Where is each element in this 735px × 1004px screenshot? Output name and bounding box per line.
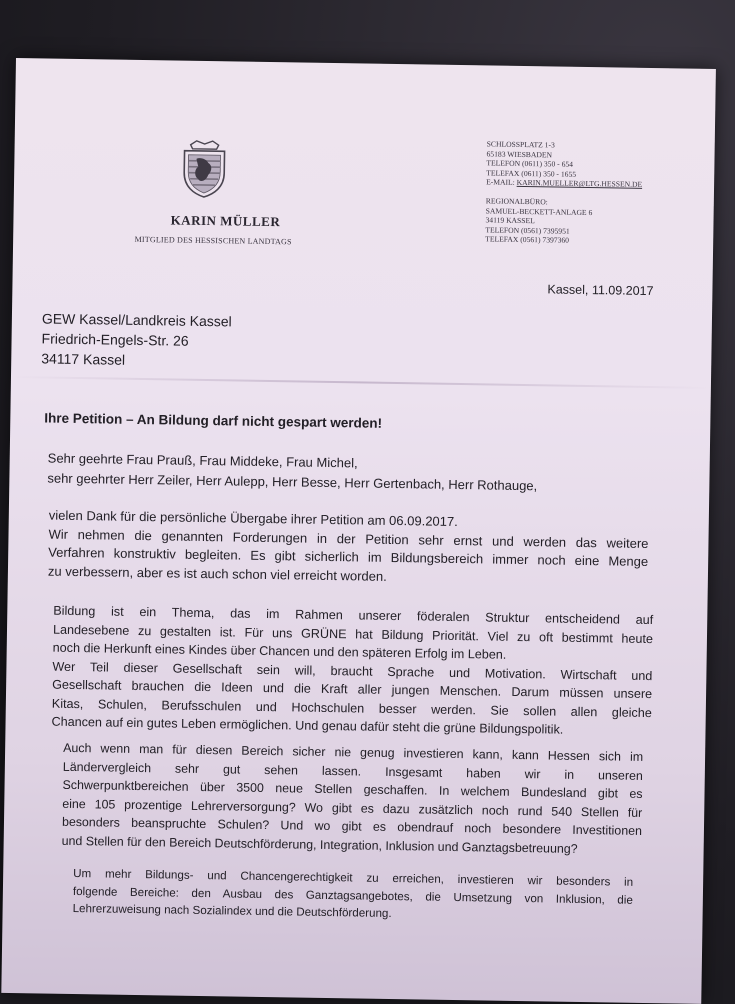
paragraph-line: Gesellschaft brauchen die Ideen und die Kraft aller jungen Menschen. Darum müssen unsere [52,677,653,702]
paragraph-education-topic [51,602,653,741]
paragraph-line: Verfahren konstruktiv begleiten. Es gibt sicherlich im Bildungsbereich immer noch eine Menge [48,544,649,569]
paragraph-thanks [48,507,649,590]
regional-phone: TELEFON (0561) 7395951 [485,225,570,236]
paragraph-line: Auch wenn man für diesen Bereich sicher nie genug investieren kann, kann Hessen sich im [63,740,644,764]
paragraph-line: noch die Herkunft eines Kindes über Chancen und den späteren Erfolg im Leben. [52,640,507,662]
paragraph-line: Bildung ist ein Thema, das im Rahmen unserer föderalen Struktur entscheidend auf [53,603,654,628]
paragraph-line: eine 105 prozentige Lehrerversorgung? Wo gibt es dazu zusätzlich noch rund 540 Stellen für [62,796,643,820]
contact-block [485,139,697,247]
paragraph-line: und Stellen für den Bereich Deutschförderung, Integration, Inklusion und Ganztagsbetreuung? [61,833,578,856]
paragraph-line: folgende Bereiche: den Ausbau des Ganztagsangebotes, die Umsetzung von Inklusion, die [72,884,633,907]
regional-city: 34119 KASSEL [485,215,535,226]
recipient-address [41,308,232,371]
salutation-line-1: Sehr geehrte Frau Prauß, Frau Middeke, Frau Michel, [47,450,358,471]
regional-office-label: REGIONALBÜRO: [485,196,548,207]
paragraph-line: Lehrerzuweisung nach Sozialindex und die Deutschförderung. [72,901,392,921]
contact-email-link[interactable]: KARIN.MUELLER@LTG.HESSEN.DE [516,178,643,190]
paragraph-line: Landesebene zu gestalten ist. Für uns GRÜNE hat Bildung Priorität. Viel zu oft bestimmt heute [52,622,654,646]
contact-fax: TELEFAX (0611) 350 - 1655 [486,168,577,179]
letter-subject: Ihre Petition – An Bildung darf nicht gespart werden! [44,410,383,431]
sender-subtitle: MITGLIED DES HESSISCHEN LANDTAGS [134,234,292,247]
salutation [47,449,537,497]
paragraph-line: Kitas, Schulen, Berufsschulen und Hochschulen besser werden. Sie sollen allen gleiche [51,696,652,720]
paragraph-line: Ländervergleich sehr gut sehen lassen. Insgesamt haben wir in unseren [62,759,643,783]
paragraph-investment [62,739,644,859]
recipient-line-1: GEW Kassel/Landkreis Kassel [41,310,232,330]
paper-fold-line [11,376,711,389]
paragraph-equity [73,865,634,926]
salutation-line-2: sehr geehrter Herr Zeiler, Herr Aulepp, Herr Besse, Herr Gertenbach, Herr Rothauge, [47,470,538,494]
contact-street: SCHLOSSPLATZ 1-3 [486,139,555,150]
letter-sheet [1,58,716,1004]
paragraph-line: Um mehr Bildungs- und Chancengerechtigkeit zu erreichen, investieren wir besonders in [73,866,634,889]
paragraph-line: vielen Dank für die persönliche Übergabe ihrer Petition am 06.09.2017. [48,507,458,529]
paragraph-line: Chancen auf ein gutes Leben ermöglichen. Und genau dafür steht die grüne Bildungspolitik. [51,714,564,737]
contact-phone: TELEFON (0611) 350 - 654 [486,158,574,169]
recipient-line-2: Friedrich-Engels-Str. 26 [41,330,189,349]
contact-email-label: E-MAIL: [486,177,515,188]
contact-city: 65183 WIESBADEN [486,148,553,160]
paragraph-line: Wir nehmen die genannten Forderungen in der Petition sehr ernst und werden das weitere [48,526,649,551]
regional-fax: TELEFAX (0561) 7397360 [485,234,570,246]
recipient-line-3: 34117 Kassel [41,350,126,368]
sender-name: KARIN MÜLLER [170,212,281,230]
paragraph-line: Schwerpunktbereichen über 3500 neue Stellen geschaffen. In welchem Bundesland gibt es [62,777,643,801]
paragraph-line: zu verbessern, aber es ist auch schon viel erreicht worden. [47,563,387,584]
paragraph-line: Wer Teil dieser Gesellschaft sein will, braucht Sprache und Motivation. Wirtschaft und [52,659,653,683]
paragraph-line: besonders beanspruchte Schulen? Und wo gibt es obendrauf noch besondere Investitionen [61,814,643,838]
letter-date: Kassel, 11.09.2017 [547,282,654,299]
regional-street: SAMUEL-BECKETT-ANLAGE 6 [485,205,593,217]
hesse-coat-of-arms-icon [176,139,233,200]
